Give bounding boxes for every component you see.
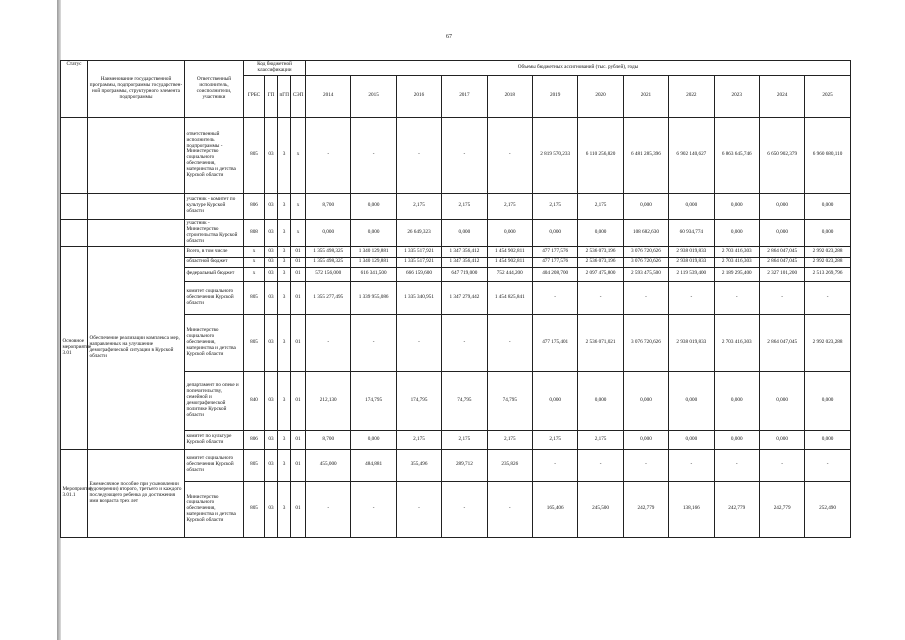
header-year: 2014 bbox=[306, 75, 351, 117]
header-code-gp: ГП bbox=[265, 75, 278, 117]
row-value: 0,000 bbox=[805, 430, 851, 449]
row-code: 3 bbox=[278, 219, 291, 246]
row-value: 484,881 bbox=[351, 449, 396, 481]
row-value: 26 649,323 bbox=[396, 219, 441, 246]
row-value: 0,000 bbox=[351, 219, 396, 246]
row-value: 0,000 bbox=[759, 430, 804, 449]
row-code: 03 bbox=[265, 481, 278, 537]
row-value: 165,406 bbox=[532, 481, 577, 537]
row-executor: участник - комитет по культуре Курской области bbox=[185, 193, 244, 219]
row-code: 03 bbox=[265, 281, 278, 314]
row-value: - bbox=[306, 117, 351, 193]
header-year: 2019 bbox=[532, 75, 577, 117]
header-year: 2017 bbox=[442, 75, 487, 117]
header-year: 2025 bbox=[805, 75, 851, 117]
header-year: 2023 bbox=[714, 75, 759, 117]
header-code-sep: СЭП bbox=[291, 75, 306, 117]
row-value: 1 339 955,086 bbox=[351, 281, 396, 314]
row-code: 805 bbox=[244, 117, 265, 193]
header-year: 2024 bbox=[759, 75, 804, 117]
row-executor: комитет социального обеспечения Курской области bbox=[185, 281, 244, 314]
row-value: 235,826 bbox=[487, 449, 532, 481]
row-code: 03 bbox=[265, 314, 278, 371]
row-value: 1 454 902,811 bbox=[487, 257, 532, 267]
row-value: - bbox=[396, 314, 441, 371]
row-value: - bbox=[487, 117, 532, 193]
table-row bbox=[61, 219, 851, 246]
row-value: 0,000 bbox=[805, 219, 851, 246]
row-value: 74,795 bbox=[442, 371, 487, 430]
row-value: 0,000 bbox=[714, 430, 759, 449]
row-value: - bbox=[306, 481, 351, 537]
row-value: - bbox=[669, 449, 714, 481]
row-status bbox=[61, 193, 88, 219]
row-value: 1 340 129,881 bbox=[351, 257, 396, 267]
row-value: 2 189 295,400 bbox=[714, 267, 759, 281]
row-executor: комитет социального обеспечения Курской области bbox=[185, 449, 244, 481]
row-code: х bbox=[291, 219, 306, 246]
row-value: 0,000 bbox=[623, 193, 668, 219]
row-value: 2,175 bbox=[578, 430, 623, 449]
row-value: - bbox=[714, 281, 759, 314]
row-code: х bbox=[244, 257, 265, 267]
row-value: 1 335 517,921 bbox=[396, 257, 441, 267]
row-code: 3 bbox=[278, 314, 291, 371]
row-value: 2,175 bbox=[578, 193, 623, 219]
row-code: х bbox=[244, 246, 265, 257]
row-code: 840 bbox=[244, 371, 265, 430]
row-code: 01 bbox=[291, 371, 306, 430]
row-code: 3 bbox=[278, 267, 291, 281]
row-status: Основное мероприятие 3.01 bbox=[61, 246, 88, 449]
row-value: 0,000 bbox=[714, 219, 759, 246]
row-code: 03 bbox=[265, 267, 278, 281]
budget-allocation-table bbox=[60, 60, 851, 538]
row-code: 806 bbox=[244, 193, 265, 219]
table-row bbox=[61, 449, 851, 481]
row-value: 2 513 269,796 bbox=[805, 267, 851, 281]
row-name: Ежемесячное пособие при усыновлении (удочерении) второго, третьего и каждого последующего ребенка до достижения ими возраста трех лет bbox=[88, 449, 185, 537]
row-status bbox=[61, 219, 88, 246]
row-value: - bbox=[623, 281, 668, 314]
row-value: 0,000 bbox=[759, 371, 804, 430]
row-value: 0,000 bbox=[623, 371, 668, 430]
row-code: 3 bbox=[278, 449, 291, 481]
row-value: 0,000 bbox=[306, 219, 351, 246]
row-executor: Министерство социального обеспечения, материнства и детства Курской области bbox=[185, 481, 244, 537]
row-value: 0,000 bbox=[805, 193, 851, 219]
row-code: х bbox=[244, 267, 265, 281]
row-value: 108 682,630 bbox=[623, 219, 668, 246]
header-name: Наименование государственной программы, подпрограммы государствен-ной программы, структурного элемента подпрограммы bbox=[88, 61, 185, 118]
row-code: 03 bbox=[265, 257, 278, 267]
row-value: 2,175 bbox=[396, 430, 441, 449]
header-year: 2018 bbox=[487, 75, 532, 117]
row-value: 2 938 019,833 bbox=[669, 246, 714, 257]
row-value: 2,175 bbox=[532, 430, 577, 449]
row-value: 0,000 bbox=[532, 219, 577, 246]
row-value: 2 536 073,196 bbox=[578, 257, 623, 267]
row-code: 3 bbox=[278, 281, 291, 314]
row-code: 3 bbox=[278, 481, 291, 537]
row-code: 01 bbox=[291, 246, 306, 257]
row-name bbox=[88, 219, 185, 246]
row-value: - bbox=[306, 314, 351, 371]
row-value: 6 960 680,110 bbox=[805, 117, 851, 193]
row-value: 242,779 bbox=[623, 481, 668, 537]
row-value: 2 593 475,500 bbox=[623, 267, 668, 281]
header-code-grbs: ГРБС bbox=[244, 75, 265, 117]
row-executor: Всего, в том числе bbox=[185, 246, 244, 257]
row-value: 252,490 bbox=[805, 481, 851, 537]
table-row bbox=[61, 246, 851, 257]
row-status bbox=[61, 117, 88, 193]
row-value: 0,000 bbox=[714, 193, 759, 219]
row-value: 477 177,576 bbox=[532, 257, 577, 267]
row-value: 242,779 bbox=[714, 481, 759, 537]
row-value: 0,000 bbox=[669, 430, 714, 449]
row-value: 1 355 498,325 bbox=[306, 257, 351, 267]
row-value: 0,000 bbox=[578, 371, 623, 430]
row-value: 174,795 bbox=[396, 371, 441, 430]
row-value: 1 340 129,881 bbox=[351, 246, 396, 257]
row-value: - bbox=[623, 449, 668, 481]
table-row bbox=[61, 193, 851, 219]
row-value: 0,000 bbox=[351, 193, 396, 219]
row-code: 03 bbox=[265, 449, 278, 481]
row-value: 2,175 bbox=[442, 430, 487, 449]
row-code: 03 bbox=[265, 219, 278, 246]
row-value: - bbox=[532, 449, 577, 481]
row-executor: участник - Министерство строительства Курской области bbox=[185, 219, 244, 246]
row-status: Мероприятие 3.01.1 bbox=[61, 449, 88, 537]
table-body bbox=[61, 117, 851, 537]
row-value: 2,175 bbox=[396, 193, 441, 219]
row-executor: областной бюджет bbox=[185, 257, 244, 267]
row-code: 03 bbox=[265, 246, 278, 257]
row-value: 647 719,000 bbox=[442, 267, 487, 281]
row-value: 6 110 256,820 bbox=[578, 117, 623, 193]
header-year: 2020 bbox=[578, 75, 623, 117]
row-value: 0,000 bbox=[578, 219, 623, 246]
row-value: 2 536 073,196 bbox=[578, 246, 623, 257]
row-value: - bbox=[669, 281, 714, 314]
row-value: - bbox=[442, 117, 487, 193]
row-value: - bbox=[396, 117, 441, 193]
row-value: 6 650 902,379 bbox=[759, 117, 804, 193]
row-value: 455,000 bbox=[306, 449, 351, 481]
header-code-group: Код бюджетной классификации bbox=[244, 61, 306, 76]
row-code: 3 bbox=[278, 371, 291, 430]
row-value: 1 454 902,811 bbox=[487, 246, 532, 257]
row-executor: департамент по опеке и попечительству, семейной и демографической политике Курской области bbox=[185, 371, 244, 430]
row-code: 03 bbox=[265, 117, 278, 193]
row-value: 74,795 bbox=[487, 371, 532, 430]
row-value: 2 703 416,303 bbox=[714, 257, 759, 267]
row-value: 0,000 bbox=[759, 193, 804, 219]
row-code: 01 bbox=[291, 281, 306, 314]
row-value: 2 819 570,233 bbox=[532, 117, 577, 193]
row-value: 0,000 bbox=[805, 371, 851, 430]
header-year: 2022 bbox=[669, 75, 714, 117]
row-value: 2,175 bbox=[487, 430, 532, 449]
row-value: - bbox=[714, 449, 759, 481]
row-code: 3 bbox=[278, 430, 291, 449]
header-status: Статус bbox=[61, 61, 88, 118]
row-value: 8,700 bbox=[306, 193, 351, 219]
row-value: - bbox=[532, 281, 577, 314]
row-value: - bbox=[578, 281, 623, 314]
row-code: 805 bbox=[244, 481, 265, 537]
row-value: - bbox=[351, 314, 396, 371]
row-value: - bbox=[805, 449, 851, 481]
row-code: 01 bbox=[291, 314, 306, 371]
row-value: 1 347 356,412 bbox=[442, 257, 487, 267]
row-value: 616 341,500 bbox=[351, 267, 396, 281]
row-value: 752 444,200 bbox=[487, 267, 532, 281]
row-value: 0,000 bbox=[669, 193, 714, 219]
row-value: 2 097 475,800 bbox=[578, 267, 623, 281]
row-value: - bbox=[805, 281, 851, 314]
row-value: - bbox=[396, 481, 441, 537]
row-value: 1 454 825,841 bbox=[487, 281, 532, 314]
row-code: 03 bbox=[265, 193, 278, 219]
row-value: 355,496 bbox=[396, 449, 441, 481]
row-value: 0,000 bbox=[442, 219, 487, 246]
row-value: 1 355 498,325 bbox=[306, 246, 351, 257]
row-value: 0,000 bbox=[759, 219, 804, 246]
row-value: 2 992 023,288 bbox=[805, 257, 851, 267]
row-code: х bbox=[291, 117, 306, 193]
row-code: 3 bbox=[278, 246, 291, 257]
row-value: 2 327 101,200 bbox=[759, 267, 804, 281]
row-value: 0,000 bbox=[714, 371, 759, 430]
header-year: 2015 bbox=[351, 75, 396, 117]
row-value: 2 864 047,045 bbox=[759, 257, 804, 267]
row-value: 477 177,576 bbox=[532, 246, 577, 257]
row-value: 666 159,600 bbox=[396, 267, 441, 281]
row-executor: ответственный исполнитель подпрограммы - Министерство социального обеспечения, материнства и детства Курской области bbox=[185, 117, 244, 193]
row-value: 245,500 bbox=[578, 481, 623, 537]
row-value: - bbox=[351, 481, 396, 537]
row-value: 2,175 bbox=[532, 193, 577, 219]
row-value: 1 335 517,921 bbox=[396, 246, 441, 257]
row-executor: федеральный бюджет bbox=[185, 267, 244, 281]
row-value: - bbox=[442, 314, 487, 371]
row-value: 404 208,700 bbox=[532, 267, 577, 281]
row-value: 2 536 071,021 bbox=[578, 314, 623, 371]
row-value: 0,000 bbox=[532, 371, 577, 430]
row-value: 2 938 019,833 bbox=[669, 257, 714, 267]
row-code: 805 bbox=[244, 449, 265, 481]
row-value: 1 347 279,442 bbox=[442, 281, 487, 314]
row-executor: комитет по культуре Курской области bbox=[185, 430, 244, 449]
row-value: 2 864 047,045 bbox=[759, 314, 804, 371]
row-value: - bbox=[487, 481, 532, 537]
row-value: 60 934,774 bbox=[669, 219, 714, 246]
row-code: 01 bbox=[291, 481, 306, 537]
row-value: 3 076 720,626 bbox=[623, 257, 668, 267]
row-code: 03 bbox=[265, 430, 278, 449]
header-year: 2016 bbox=[396, 75, 441, 117]
header-volume-group: Объемы бюджетных ассигнований (тыс. рублей), годы bbox=[306, 61, 851, 76]
row-value: 0,000 bbox=[487, 219, 532, 246]
row-name: Обеспечение реализации комплекса мер, направленных на улучшение демографической ситуации в Курской области bbox=[88, 246, 185, 449]
row-code: 01 bbox=[291, 430, 306, 449]
row-code: 01 bbox=[291, 267, 306, 281]
row-value: 2 864 047,045 bbox=[759, 246, 804, 257]
row-value: - bbox=[442, 481, 487, 537]
row-value: 2 119 539,400 bbox=[669, 267, 714, 281]
row-value: 2,175 bbox=[487, 193, 532, 219]
row-value: 2 703 416,303 bbox=[714, 314, 759, 371]
header-code-pgp: пГП bbox=[278, 75, 291, 117]
row-value: 289,712 bbox=[442, 449, 487, 481]
row-code: 01 bbox=[291, 257, 306, 267]
page-number: 67 bbox=[446, 34, 452, 40]
row-value: - bbox=[759, 281, 804, 314]
row-code: 806 bbox=[244, 430, 265, 449]
row-value: 1 355 277,495 bbox=[306, 281, 351, 314]
row-executor: Министерство социального обеспечения, материнства и детства Курской области bbox=[185, 314, 244, 371]
row-value: 0,000 bbox=[623, 430, 668, 449]
row-value: 2 703 416,303 bbox=[714, 246, 759, 257]
row-value: 3 076 720,626 bbox=[623, 314, 668, 371]
row-value: - bbox=[578, 449, 623, 481]
row-value: 477 175,401 bbox=[532, 314, 577, 371]
row-value: 138,166 bbox=[669, 481, 714, 537]
row-code: 01 bbox=[291, 449, 306, 481]
header-year: 2021 bbox=[623, 75, 668, 117]
row-value: 2,175 bbox=[442, 193, 487, 219]
row-value: 6 902 140,627 bbox=[669, 117, 714, 193]
row-value: - bbox=[487, 314, 532, 371]
table-row bbox=[61, 117, 851, 193]
row-code: 3 bbox=[278, 193, 291, 219]
row-value: 212,130 bbox=[306, 371, 351, 430]
row-value: 6 481 285,396 bbox=[623, 117, 668, 193]
row-code: х bbox=[291, 193, 306, 219]
row-code: 808 bbox=[244, 219, 265, 246]
row-code: 805 bbox=[244, 314, 265, 371]
row-name bbox=[88, 117, 185, 193]
row-value: 1 347 356,412 bbox=[442, 246, 487, 257]
row-code: 3 bbox=[278, 257, 291, 267]
row-value: 8,700 bbox=[306, 430, 351, 449]
row-value: 572 156,000 bbox=[306, 267, 351, 281]
row-value: 2 992 023,288 bbox=[805, 246, 851, 257]
row-value: 1 335 340,951 bbox=[396, 281, 441, 314]
row-value: 6 863 645,746 bbox=[714, 117, 759, 193]
row-value: 2 938 019,833 bbox=[669, 314, 714, 371]
row-value: - bbox=[759, 449, 804, 481]
row-code: 805 bbox=[244, 281, 265, 314]
row-value: 174,795 bbox=[351, 371, 396, 430]
row-value: - bbox=[351, 117, 396, 193]
row-value: 3 076 720,626 bbox=[623, 246, 668, 257]
row-value: 0,000 bbox=[351, 430, 396, 449]
row-value: 242,779 bbox=[759, 481, 804, 537]
row-value: 0,000 bbox=[669, 371, 714, 430]
row-value: 2 992 023,288 bbox=[805, 314, 851, 371]
header-executor: Ответственный исполнитель, соисполнители, участники bbox=[185, 61, 244, 118]
row-code: 3 bbox=[278, 117, 291, 193]
row-code: 03 bbox=[265, 371, 278, 430]
row-name bbox=[88, 193, 185, 219]
